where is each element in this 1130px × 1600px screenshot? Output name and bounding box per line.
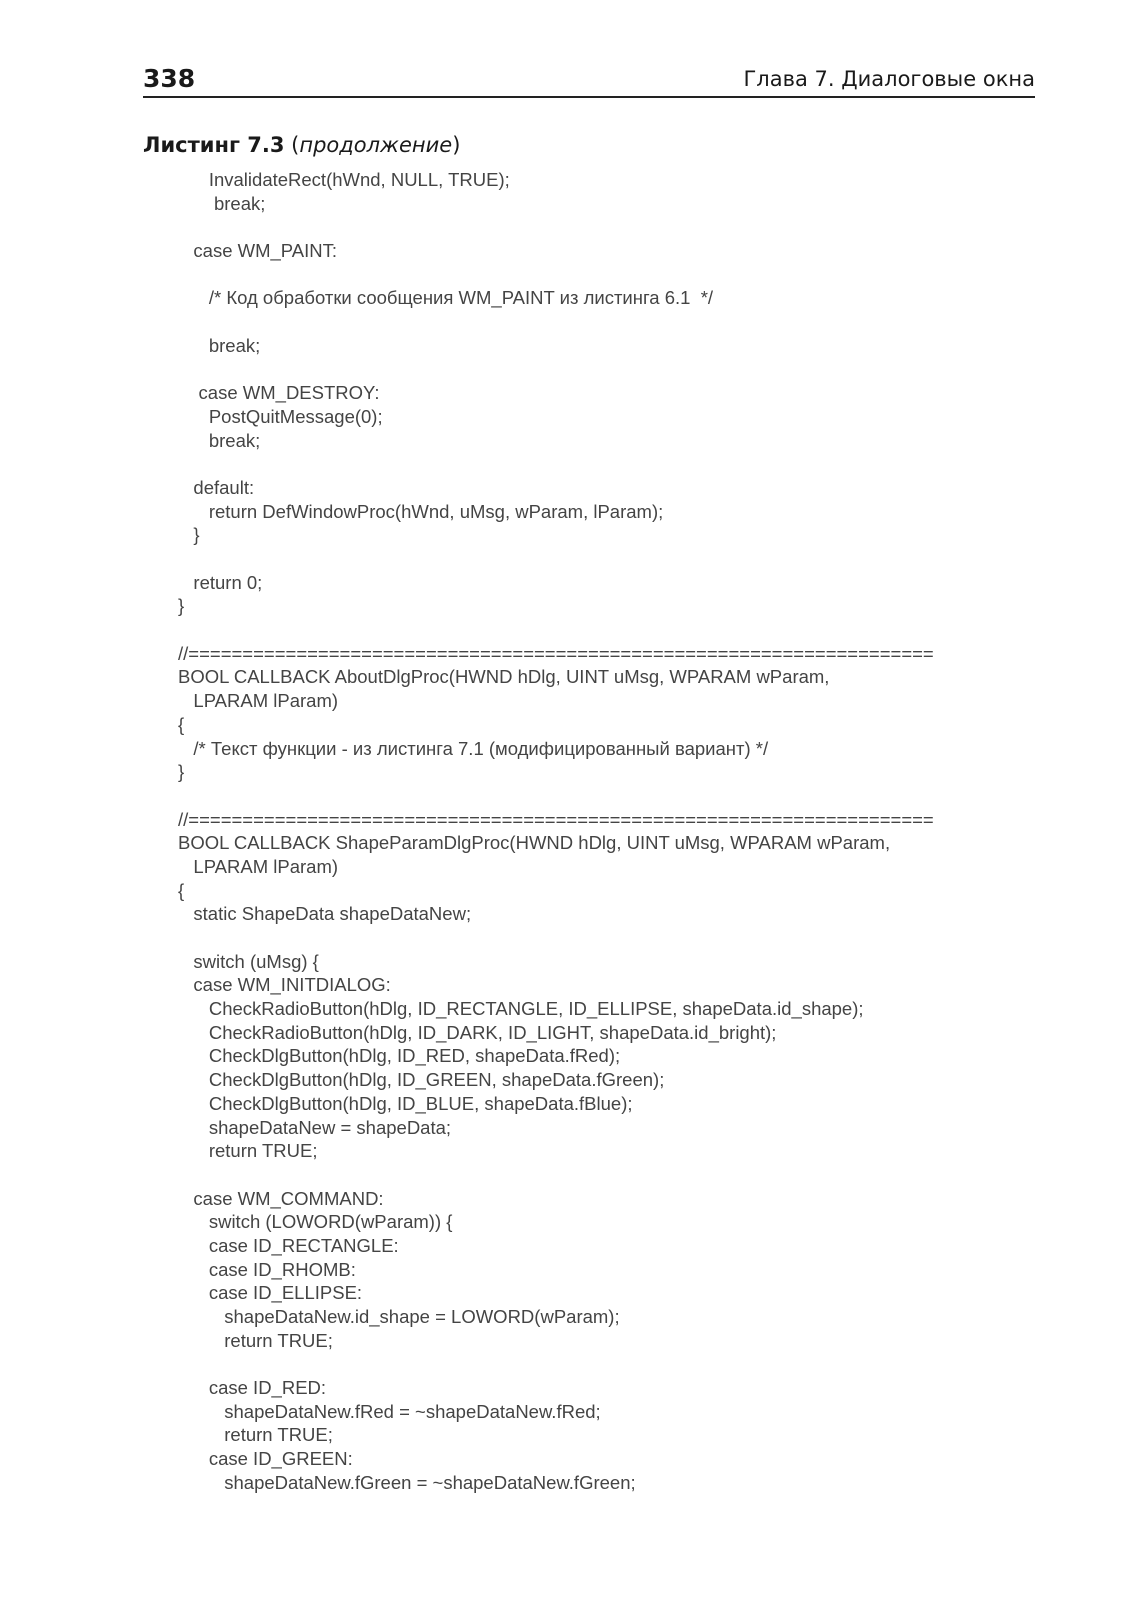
code-line [178,547,934,571]
code-line [178,1163,934,1187]
code-line: return TRUE; [178,1329,333,1351]
code-line: /* Код обработки сообщения WM_PAINT из листинга 6.1 */ [178,287,714,309]
code-line [178,263,934,287]
code-line: case ID_ELLIPSE: [178,1282,363,1304]
listing-close-paren: ) [452,133,461,157]
listing-open-paren: ( [284,133,300,157]
code-line: BOOL CALLBACK ShapeParamDlgProc(HWND hDlg, UINT uMsg, WPARAM wParam, [178,832,891,854]
code-line: break; [178,192,266,214]
code-line: case ID_RECTANGLE: [178,1234,399,1256]
code-line: return DefWindowProc(hWnd, uMsg, wParam, lParam); [178,500,664,522]
code-line: case WM_INITDIALOG: [178,974,391,996]
code-line: } [178,524,200,546]
code-line: case ID_GREEN: [178,1448,353,1470]
code-line: BOOL CALLBACK AboutDlgProc(HWND hDlg, UINT uMsg, WPARAM wParam, [178,666,830,688]
code-line: shapeDataNew = shapeData; [178,1116,452,1138]
code-line: PostQuitMessage(0); [178,405,383,427]
code-line [178,452,934,476]
code-line: LPARAM lParam) [178,855,339,877]
listing-label: Листинг 7.3 [143,133,285,157]
code-line: case WM_PAINT: [178,240,337,262]
code-line: } [178,761,185,783]
listing-note: продолжение [299,133,453,157]
code-line: return TRUE; [178,1140,318,1162]
code-line: } [178,595,185,617]
code-line: break; [178,429,261,451]
code-line: InvalidateRect(hWnd, NULL, TRUE); [178,169,510,190]
code-line: shapeDataNew.fRed = ~shapeDataNew.fRed; [178,1400,601,1422]
code-line [178,358,934,382]
code-line [178,1352,934,1376]
code-line: shapeDataNew.fGreen = ~shapeDataNew.fGreen; [178,1471,636,1493]
code-line: case ID_RED: [178,1377,327,1399]
code-line [178,215,934,239]
chapter-title: Глава 7. Диалоговые окна [743,67,1035,91]
code-line: CheckDlgButton(hDlg, ID_RED, shapeData.fRed); [178,1045,621,1067]
code-line: switch (uMsg) { [178,950,319,972]
listing-caption [143,133,460,157]
code-line: default: [178,476,255,498]
code-line: CheckDlgButton(hDlg, ID_BLUE, shapeData.fBlue); [178,1092,633,1114]
code-line [178,618,934,642]
code-line: //===================================================================== [178,642,934,664]
code-line: CheckDlgButton(hDlg, ID_GREEN, shapeData.fGreen); [178,1069,665,1091]
code-line [178,926,934,950]
code-line: return 0; [178,571,263,593]
code-line: shapeDataNew.id_shape = LOWORD(wParam); [178,1306,620,1327]
code-line: CheckRadioButton(hDlg, ID_RECTANGLE, ID_ELLIPSE, shapeData.id_shape); [178,998,864,1020]
code-line: case ID_RHOMB: [178,1258,356,1280]
code-line: return TRUE; [178,1424,333,1446]
page-number: 338 [143,64,196,93]
code-line: static ShapeData shapeDataNew; [178,903,472,925]
code-line: break; [178,334,261,356]
code-line: { [178,713,185,735]
code-line: CheckRadioButton(hDlg, ID_DARK, ID_LIGHT, shapeData.id_bright); [178,1021,777,1043]
code-line: LPARAM lParam) [178,690,339,712]
code-line: /* Текст функции - из листинга 7.1 (модифицированный вариант) */ [178,737,769,759]
code-line [178,310,934,334]
code-line: //===================================================================== [178,808,934,830]
code-line: case WM_DESTROY: [178,382,380,404]
page-header [143,62,1035,98]
code-line: { [178,879,185,901]
code-line [178,784,934,808]
code-line: switch (LOWORD(wParam)) { [178,1211,453,1233]
code-line: case WM_COMMAND: [178,1187,384,1209]
code-listing [178,168,934,1495]
